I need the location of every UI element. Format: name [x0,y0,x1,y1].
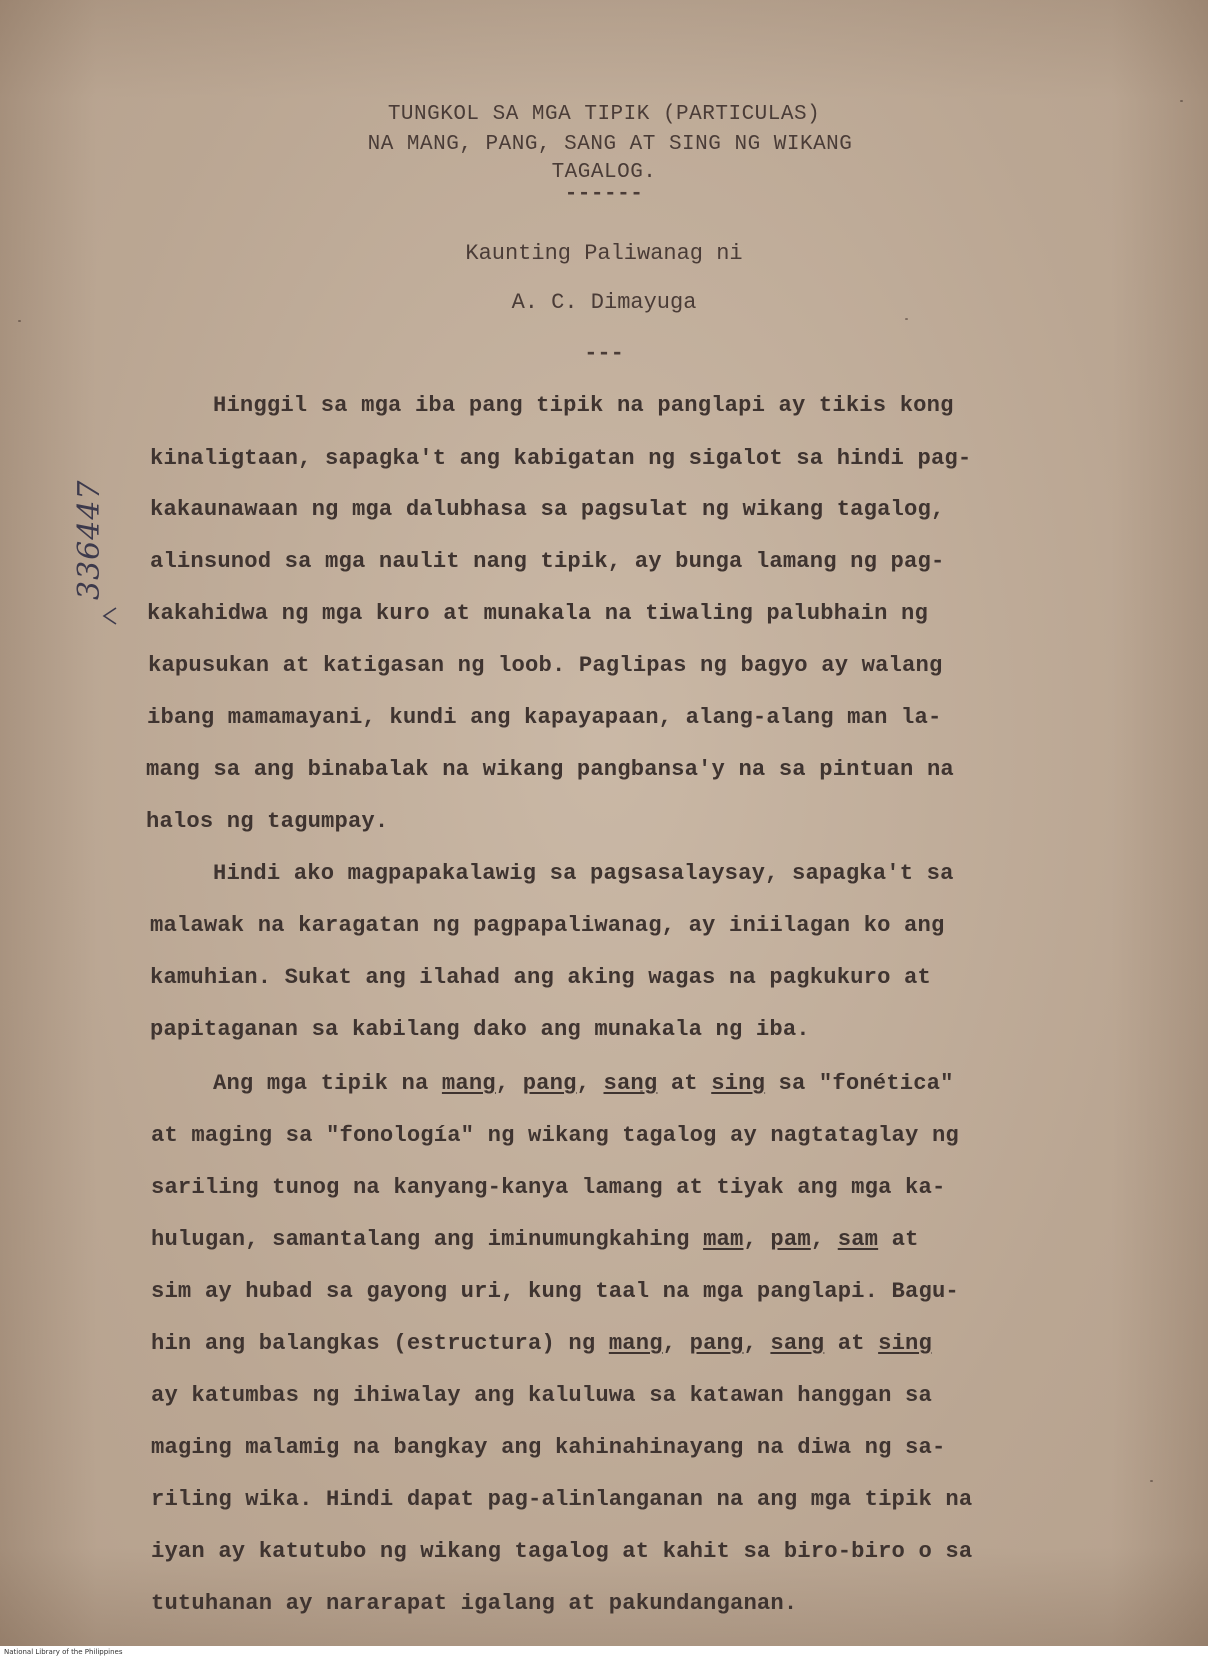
paper-speck [18,320,21,322]
underlined-particle: sam [837,1227,879,1252]
paper-speck [1150,1480,1153,1482]
handwritten-accession-number: 336447 [72,479,107,600]
paragraph-3-line: tutuhanan ay nararapat igalang at pakundanganan. [151,1591,798,1616]
title-rule: ------ [564,183,644,206]
paragraph-1-line: mang sa ang binabalak na wikang pangbansa'y na sa pintuan na [146,757,954,782]
paragraph-2-line: Hindi ako magpapakalawig sa pagsasalaysay, sapagka't sa [213,861,954,886]
title-line-3: TAGALOG. [551,161,657,184]
underlined-particle: mang [441,1071,496,1096]
footer-credit: National Library of the Philippines [4,1648,123,1656]
paper-speck [905,318,908,320]
pen-mark-icon [100,606,118,626]
paragraph-2-line: malawak na karagatan ng pagpapaliwanag, ay iniilagan ko ang [150,913,945,938]
paragraph-1-line: kakahidwa ng mga kuro at munakala na tiwaling palubhain ng [147,601,928,626]
paragraph-1-line: Hinggil sa mga iba pang tipik na panglapi ay tikis kong [213,393,954,418]
paragraph-1-line: kakaunawaan ng mga dalubhasa sa pagsulat ng wikang tagalog, [150,497,945,522]
underlined-particle: sing [711,1071,766,1096]
title-line-2: NA MANG, PANG, SANG AT SING NG WIKANG [367,133,853,156]
underlined-particle: pam [770,1227,811,1252]
underlined-particle: sing [878,1331,932,1356]
subtitle: Kaunting Paliwanag ni [465,241,743,266]
paragraph-1-line: halos ng tagumpay. [146,809,389,834]
paragraph-3-line: sariling tunog na kanyang-kanya lamang at tiyak ang mga ka- [151,1175,946,1200]
paragraph-2-line: papitaganan sa kabilang dako ang munakala ng iba. [150,1017,810,1042]
paragraph-1-line: ibang mamamayani, kundi ang kapayapaan, alang-alang man la- [147,705,942,730]
underlined-particle: sang [770,1331,825,1356]
paragraph-1-line: kinaligtaan, sapagka't ang kabigatan ng sigalot sa hindi pag- [150,446,972,471]
paragraph-1-line: alinsunod sa mga naulit nang tipik, ay bunga lamang ng pag- [150,549,945,574]
paragraph-3-line: ay katumbas ng ihiwalay ang kaluluwa sa katawan hanggan sa [151,1383,932,1408]
title-line-1: TUNGKOL SA MGA TIPIK (PARTICULAS) [387,103,821,126]
paper-speck [1180,100,1183,102]
paragraph-3-line: at maging sa "fonología" ng wikang tagalog ay nagtataglay ng [151,1123,959,1148]
paragraph-3-line: sim ay hubad sa gayong uri, kung taal na mga panglapi. Bagu- [151,1279,959,1304]
paragraph-3-line: hin ang balangkas (estructura) ng mang, pang, sang at sing [151,1331,932,1356]
paragraph-3-line: Ang mga tipik na mang, pang, sang at sing sa "fonética" [213,1071,954,1096]
author: A. C. Dimayuga [511,290,697,315]
author-rule: --- [584,341,624,366]
paragraph-3-line: riling wika. Hindi dapat pag-alinlanganan na ang mga tipik na [151,1487,973,1512]
paragraph-3-line: hulugan, samantalang ang iminumungkahing mam, pam, sam at [151,1227,919,1252]
underlined-particle: pang [689,1331,744,1356]
paragraph-3-line: iyan ay katutubo ng wikang tagalog at kahit sa biro-biro o sa [151,1539,973,1564]
underlined-particle: sang [603,1071,658,1096]
paragraph-3-line: maging malamig na bangkay ang kahinahinayang na diwa ng sa- [151,1435,946,1460]
underlined-particle: pang [522,1071,577,1096]
underlined-particle: mam [703,1227,744,1252]
paragraph-1-line: kapusukan at katigasan ng loob. Paglipas ng bagyo ay walang [148,653,943,678]
paragraph-2-line: kamuhian. Sukat ang ilahad ang aking wagas na pagkukuro at [150,965,931,990]
underlined-particle: mang [608,1331,663,1356]
